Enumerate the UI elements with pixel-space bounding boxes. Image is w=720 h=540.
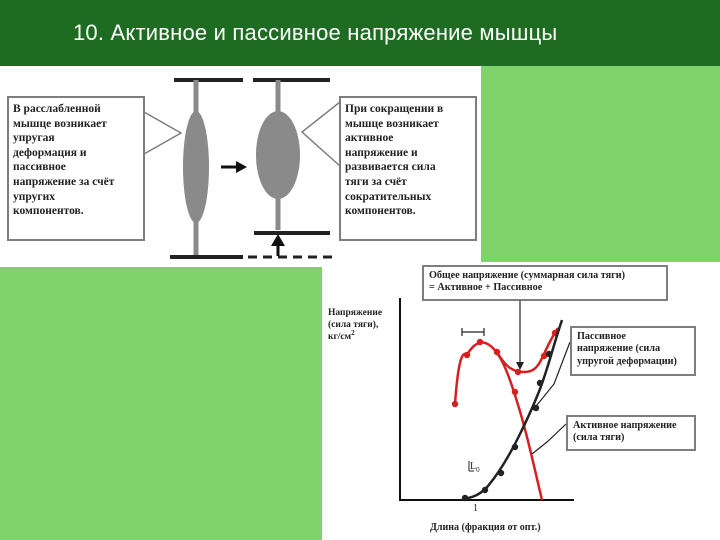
passive-curve-point	[546, 351, 552, 357]
passive-curve-point	[512, 444, 518, 450]
right-muscle-belly	[256, 111, 300, 199]
total-curve-point	[515, 369, 521, 375]
relaxed-muscle-note: В расслабленной мышце возникает упругая деформация и пассивное напряжение за счёт упругих компонентов.	[7, 96, 145, 241]
passive-tension-note: Пассивное напряжение (сила упругой деформации)	[570, 326, 696, 376]
active-curve-point	[512, 389, 518, 395]
length-tension-graph	[322, 262, 720, 540]
green-block-top-right	[481, 66, 720, 262]
contracted-muscle-note: При сокращении в мышце возникает активное напряжение и развивается сила тяги за счёт сократительных компонентов.	[339, 96, 477, 241]
active-tension-curve	[455, 343, 542, 500]
left-muscle-belly	[183, 111, 209, 223]
passive-curve-point	[498, 470, 504, 476]
y-axis-label-line-3: $кг/см^2$	[328, 329, 355, 342]
y-axis-label-line-2: (сила тяги),	[328, 320, 379, 330]
passive-curve-point	[462, 495, 468, 501]
active-tension-note: Активное напряжение (сила тяги)	[566, 415, 696, 451]
slide-header	[0, 0, 720, 66]
y-axis-label-line-1: Напряжение	[328, 308, 383, 318]
green-block-bottom-left	[0, 267, 322, 540]
passive-curve-point	[482, 487, 488, 493]
passive-curve-point	[537, 380, 543, 386]
l0-label: $L_0$	[470, 461, 480, 474]
x-axis-tick-1: 1	[473, 503, 478, 514]
contraction-arrow-head	[236, 161, 247, 173]
left-note-pointer	[144, 112, 181, 154]
active-note-leader	[532, 424, 566, 454]
active-curve-point	[452, 401, 458, 407]
active-curve-point	[477, 339, 483, 345]
total-note-arrowhead	[516, 362, 524, 370]
right-note-pointer	[302, 102, 340, 166]
total-tension-note: Общее напряжение (суммарная сила тяги) = Активное + Пассивное	[422, 265, 668, 301]
active-curve-point	[464, 352, 470, 358]
x-axis-label: Длина (фракция от опт.)	[430, 522, 541, 533]
pull-arrow-head	[271, 234, 285, 246]
slide-title: 10. Активное и пассивное напряжение мышцы	[73, 20, 558, 45]
